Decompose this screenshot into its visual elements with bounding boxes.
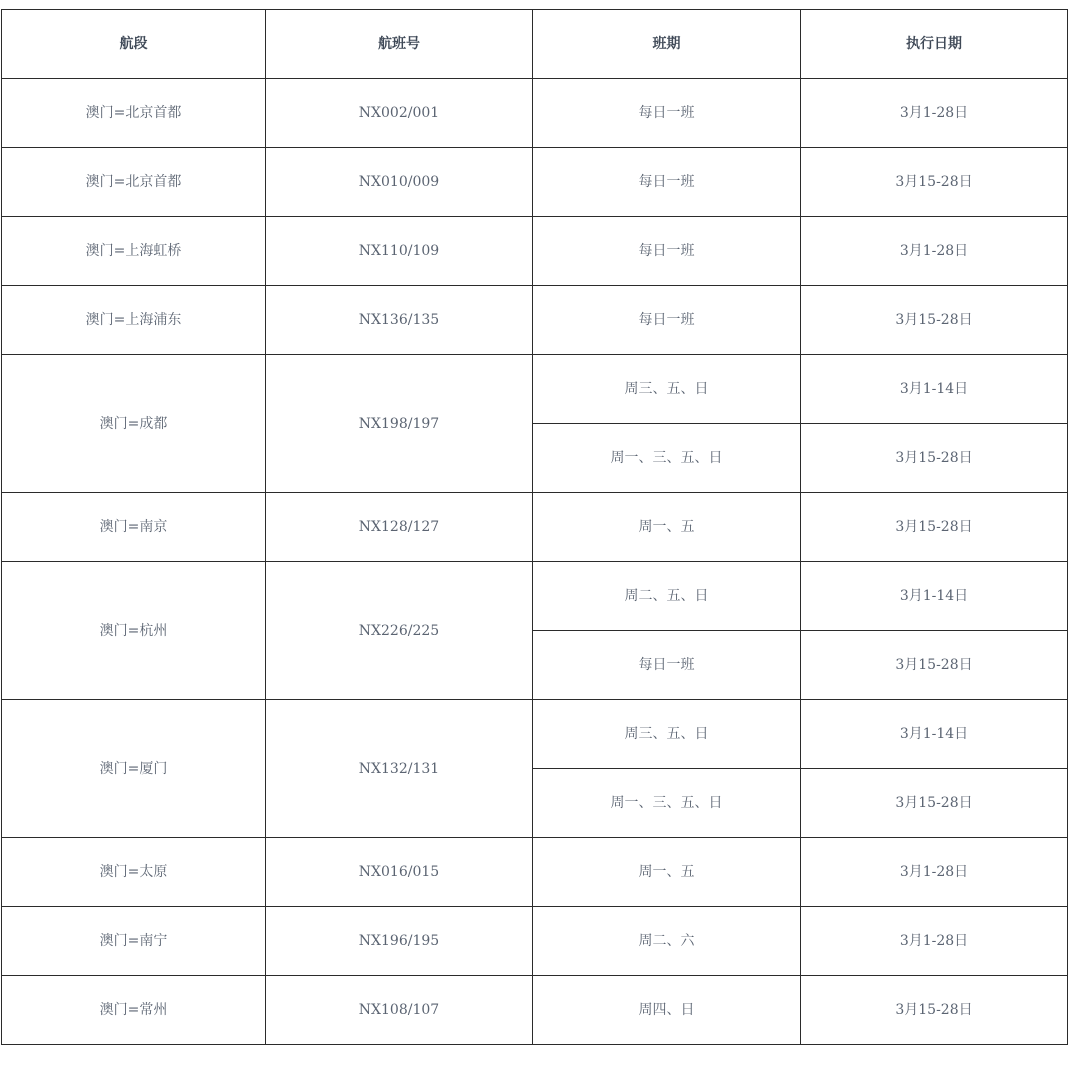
- flight-number-cell: NX196/195: [266, 907, 533, 976]
- frequency-cell: 周二、五、日: [533, 562, 801, 631]
- dates-cell: 3月1-14日: [801, 700, 1068, 769]
- header-row: [2, 10, 1068, 79]
- header-dates: 执行日期: [801, 10, 1068, 79]
- flight-schedule-table: [1, 9, 1068, 1045]
- frequency-cell: 每日一班: [533, 286, 801, 355]
- route-cell: 澳门=太原: [2, 838, 266, 907]
- flight-number-cell: NX002/001: [266, 79, 533, 148]
- frequency-cell: 周一、三、五、日: [533, 424, 801, 493]
- dates-cell: 3月15-28日: [801, 631, 1068, 700]
- frequency-cell: 每日一班: [533, 217, 801, 286]
- table-row: [2, 907, 1068, 976]
- dates-cell: 3月15-28日: [801, 424, 1068, 493]
- table-row: [2, 838, 1068, 907]
- frequency-cell: 周一、三、五、日: [533, 769, 801, 838]
- route-cell: 澳门=厦门: [2, 700, 266, 838]
- dates-cell: 3月1-28日: [801, 79, 1068, 148]
- header-frequency: 班期: [533, 10, 801, 79]
- dates-cell: 3月15-28日: [801, 769, 1068, 838]
- header-flight-number: 航班号: [266, 10, 533, 79]
- table-row: [2, 286, 1068, 355]
- route-cell: 澳门=南宁: [2, 907, 266, 976]
- flight-number-cell: NX110/109: [266, 217, 533, 286]
- table-row: [2, 355, 1068, 424]
- table-row: [2, 493, 1068, 562]
- frequency-cell: 每日一班: [533, 79, 801, 148]
- schedule-body: [2, 79, 1068, 1045]
- dates-cell: 3月1-14日: [801, 355, 1068, 424]
- flight-number-cell: NX128/127: [266, 493, 533, 562]
- flight-number-cell: NX010/009: [266, 148, 533, 217]
- route-cell: 澳门=常州: [2, 976, 266, 1045]
- flight-number-cell: NX136/135: [266, 286, 533, 355]
- route-cell: 澳门=南京: [2, 493, 266, 562]
- table-row: [2, 562, 1068, 631]
- frequency-cell: 每日一班: [533, 148, 801, 217]
- frequency-cell: 周一、五: [533, 838, 801, 907]
- route-cell: 澳门=北京首都: [2, 148, 266, 217]
- header-route: 航段: [2, 10, 266, 79]
- frequency-cell: 周一、五: [533, 493, 801, 562]
- frequency-cell: 周四、日: [533, 976, 801, 1045]
- frequency-cell: 周三、五、日: [533, 700, 801, 769]
- dates-cell: 3月15-28日: [801, 286, 1068, 355]
- table-row: [2, 217, 1068, 286]
- table-row: [2, 148, 1068, 217]
- frequency-cell: 周三、五、日: [533, 355, 801, 424]
- dates-cell: 3月15-28日: [801, 148, 1068, 217]
- dates-cell: 3月15-28日: [801, 493, 1068, 562]
- route-cell: 澳门=杭州: [2, 562, 266, 700]
- dates-cell: 3月1-28日: [801, 838, 1068, 907]
- table-row: [2, 79, 1068, 148]
- dates-cell: 3月15-28日: [801, 976, 1068, 1045]
- route-cell: 澳门=成都: [2, 355, 266, 493]
- flight-number-cell: NX132/131: [266, 700, 533, 838]
- dates-cell: 3月1-14日: [801, 562, 1068, 631]
- frequency-cell: 周二、六: [533, 907, 801, 976]
- dates-cell: 3月1-28日: [801, 217, 1068, 286]
- flight-number-cell: NX198/197: [266, 355, 533, 493]
- flight-number-cell: NX226/225: [266, 562, 533, 700]
- dates-cell: 3月1-28日: [801, 907, 1068, 976]
- table-row: [2, 976, 1068, 1045]
- route-cell: 澳门=上海浦东: [2, 286, 266, 355]
- frequency-cell: 每日一班: [533, 631, 801, 700]
- flight-number-cell: NX108/107: [266, 976, 533, 1045]
- table-row: [2, 700, 1068, 769]
- route-cell: 澳门=北京首都: [2, 79, 266, 148]
- route-cell: 澳门=上海虹桥: [2, 217, 266, 286]
- flight-number-cell: NX016/015: [266, 838, 533, 907]
